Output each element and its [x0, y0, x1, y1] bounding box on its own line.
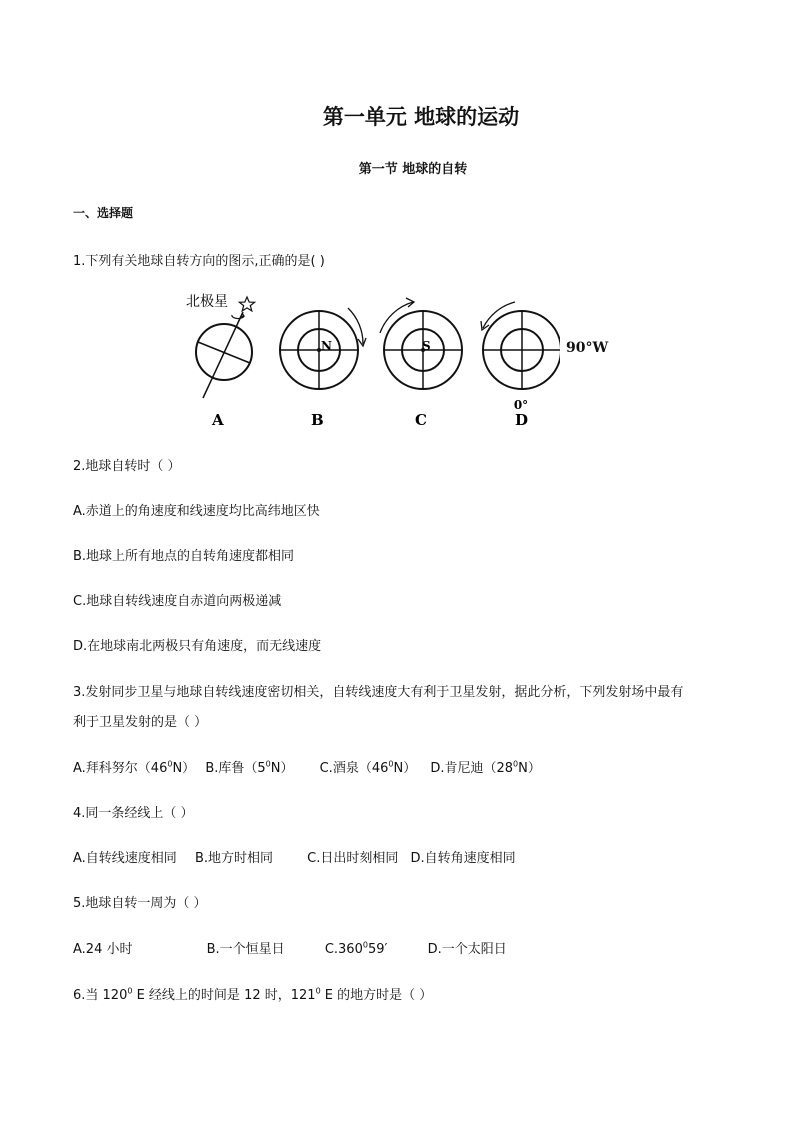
question-5-option-b: B.一个恒星日 [206, 942, 285, 957]
page-title: 第一单元 地球的运动 [322, 104, 520, 129]
question-3-stem-line2: 利于卫星发射的是（ ） [73, 715, 208, 730]
section-heading: 一、选择题 [73, 206, 134, 220]
question-4-option-b: B.地方时相同 [194, 851, 274, 866]
question-2-stem: 2.地球自转时（ ） [73, 459, 181, 474]
question-4-options [73, 847, 516, 866]
question-3-stem-line1: 3.发射同步卫星与地球自转线速度密切相关，自转线速度大有利于卫星发射，据此分析，下列发射场中最有 [73, 685, 684, 700]
question-2-option-a: A.赤道上的角速度和线速度均比高纬地区快 [73, 504, 320, 519]
question-2-option-d: D.在地球南北两极只有角速度，而无线速度 [73, 639, 322, 654]
question-2-option-c: C.地球自转线速度自赤道向两极递减 [73, 594, 282, 609]
question-5-option-a: A.24 小时 [73, 942, 133, 957]
polaris-label: 北极星 [186, 294, 228, 310]
question-4-option-c: C.日出时刻相同 [307, 851, 399, 866]
option-label-a: A [212, 411, 224, 429]
counterclockwise-arrow-icon [483, 302, 515, 328]
south-pole-label: S [422, 339, 431, 353]
diagram-c [380, 298, 462, 429]
diagram-b [280, 308, 366, 429]
question-3-option-a: A.拜科努尔$(46^0N)$ [73, 759, 196, 776]
earth-rotation-figure [180, 290, 560, 430]
question-4-option-d: D.自转角速度相同 [410, 851, 516, 866]
question-6-stem: 6.当 $120^0$ E 经线上的时间是 12 时，$121^0$ E 的地方时是（ ） [73, 986, 433, 1003]
option-label-b: B [311, 411, 324, 429]
equator-line [198, 342, 250, 363]
meridian-90w-label: 90°W [566, 340, 609, 356]
question-1-stem: 1.下列有关地球自转方向的图示,正确的是( ) [73, 254, 325, 269]
option-label-d: D [515, 411, 529, 429]
question-3-options [73, 757, 541, 776]
question-3-option-d: D.肯尼迪$(28^0N)$ [430, 759, 541, 776]
question-2-option-b: B.地球上所有地点的自转角速度都相同 [73, 549, 295, 564]
question-4-stem: 4.同一条经线上（ ） [73, 806, 194, 821]
question-5-options [73, 938, 507, 957]
star-icon [239, 297, 254, 311]
north-pole-label: N [321, 339, 332, 353]
question-4-option-a: A.自转线速度相同 [73, 851, 177, 866]
prime-meridian-label: 0° [513, 398, 529, 412]
question-5-stem: 5.地球自转一周为（ ） [73, 896, 207, 911]
question-3-option-b: B.库鲁$(5^0N)$ [205, 759, 294, 776]
section-subtitle: 第一节 地球的自转 [358, 162, 468, 177]
diagram-a [186, 293, 255, 429]
question-5-option-d: D.一个太阳日 [427, 942, 507, 957]
diagram-d [481, 302, 560, 429]
question-5-option-c: C.360$^0$59′ [324, 940, 388, 957]
option-label-c: C [415, 411, 427, 429]
question-3-option-c: C.酒泉$(46^0N)$ [319, 759, 417, 776]
